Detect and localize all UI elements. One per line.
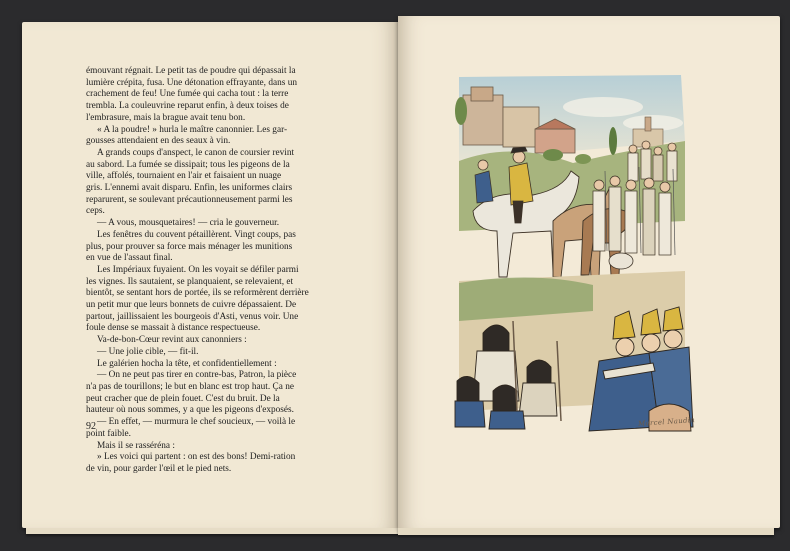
text-line: Le galérien hocha la tête, et confidentiellement : [97, 358, 277, 369]
drum [609, 253, 633, 269]
text-line: peut cracher que de plein fouet. C'est du bruit. De la [86, 393, 280, 404]
text-line: A grands coups d'anspect, le canon de coursier revint [97, 147, 295, 158]
text-line: — On ne peut pas tirer en contre-bas, Patron, la pièce [97, 370, 297, 381]
text-line: de vin, pour garder l'œil et le pied nets. [86, 463, 232, 474]
illustration-soldiers-and-horses [453, 71, 703, 433]
text-line: Les Impériaux fuyaient. On les voyait se défiler parmi [97, 264, 299, 275]
text-line: trembla. La couleuvrine reparut enfin, à deux toises de [86, 101, 289, 112]
text-line: ville, affolés, tournaient en l'air et faisaient un nuage [86, 171, 282, 182]
text-line: hauteur où nous sommes, y a que les pigeons d'exposés. [86, 405, 294, 416]
text-line: un petit mur que leurs bonnets de cuivre dépassaient. De [86, 300, 297, 311]
text-line: lumière crépita, fusa. Une détonation effrayante, dans un [86, 77, 297, 88]
text-line: « A la poudre! » hurla le maître canonnier. Les gar- [97, 124, 288, 135]
text-line: foule dense se massait à distance respectueuse. [86, 323, 261, 334]
text-line: Mais il se rasséréna : [97, 440, 175, 451]
body-text [86, 66, 314, 476]
text-line: l'embrasure, mais la brague avait tenu bon. [86, 112, 246, 123]
text-line: plus, pour prouver sa force mais ménager les munitions [86, 241, 293, 252]
text-line: reparurent, se soulevant précautionneusement parmi les [86, 194, 293, 205]
page-number: 92 [86, 421, 96, 432]
text-line: crachement de feu! Une fumée qui cacha tout : la terre [86, 89, 289, 100]
text-line: gris. L'ennemi avait disparu. Enfin, les uniformes clairs [86, 183, 293, 194]
text-line: au sabord. La fumée se dissipait; tous les pigeons de la [86, 159, 290, 170]
artist-signature: Marcel Naudin [637, 416, 696, 428]
text-line: » Les voici qui partent : on est des bons! Demi-ration [97, 452, 296, 463]
text-line: gousses attendaient en des seaux à vin. [86, 136, 231, 147]
text-line: — Une jolie cible, — fit-il. [97, 346, 199, 357]
text-line: en vue de l'assaut final. [86, 253, 173, 264]
text-line: bientôt, se sentant hors de portée, ils se reformèrent derrière [86, 288, 309, 299]
text-line: Va-de-bon-Cœur revint aux canonniers : [97, 335, 247, 346]
text-line: ceps. [86, 206, 105, 217]
text-line: émouvant régnait. Le petit tas de poudre qui dépassait la [86, 66, 296, 76]
text-line: — A vous, mousquetaires! — cria le gouverneur. [97, 218, 280, 229]
text-line: les vignes. Ils sautaient, se planquaient, se relevaient, et [86, 276, 294, 287]
text-line: point faible. [86, 428, 131, 439]
text-line: — En effet, — murmura le chef soucieux, — voilà le [97, 417, 296, 428]
text-line: partout, jaillissaient les bourgeois d'Asti, venus voir. Une [86, 311, 299, 322]
text-line: n'a pas de tourillons; le but en blanc est trop haut. Ça ne [86, 381, 294, 392]
text-line: Les fenêtres du couvent pétaillèrent. Vingt coups, pas [97, 229, 296, 240]
